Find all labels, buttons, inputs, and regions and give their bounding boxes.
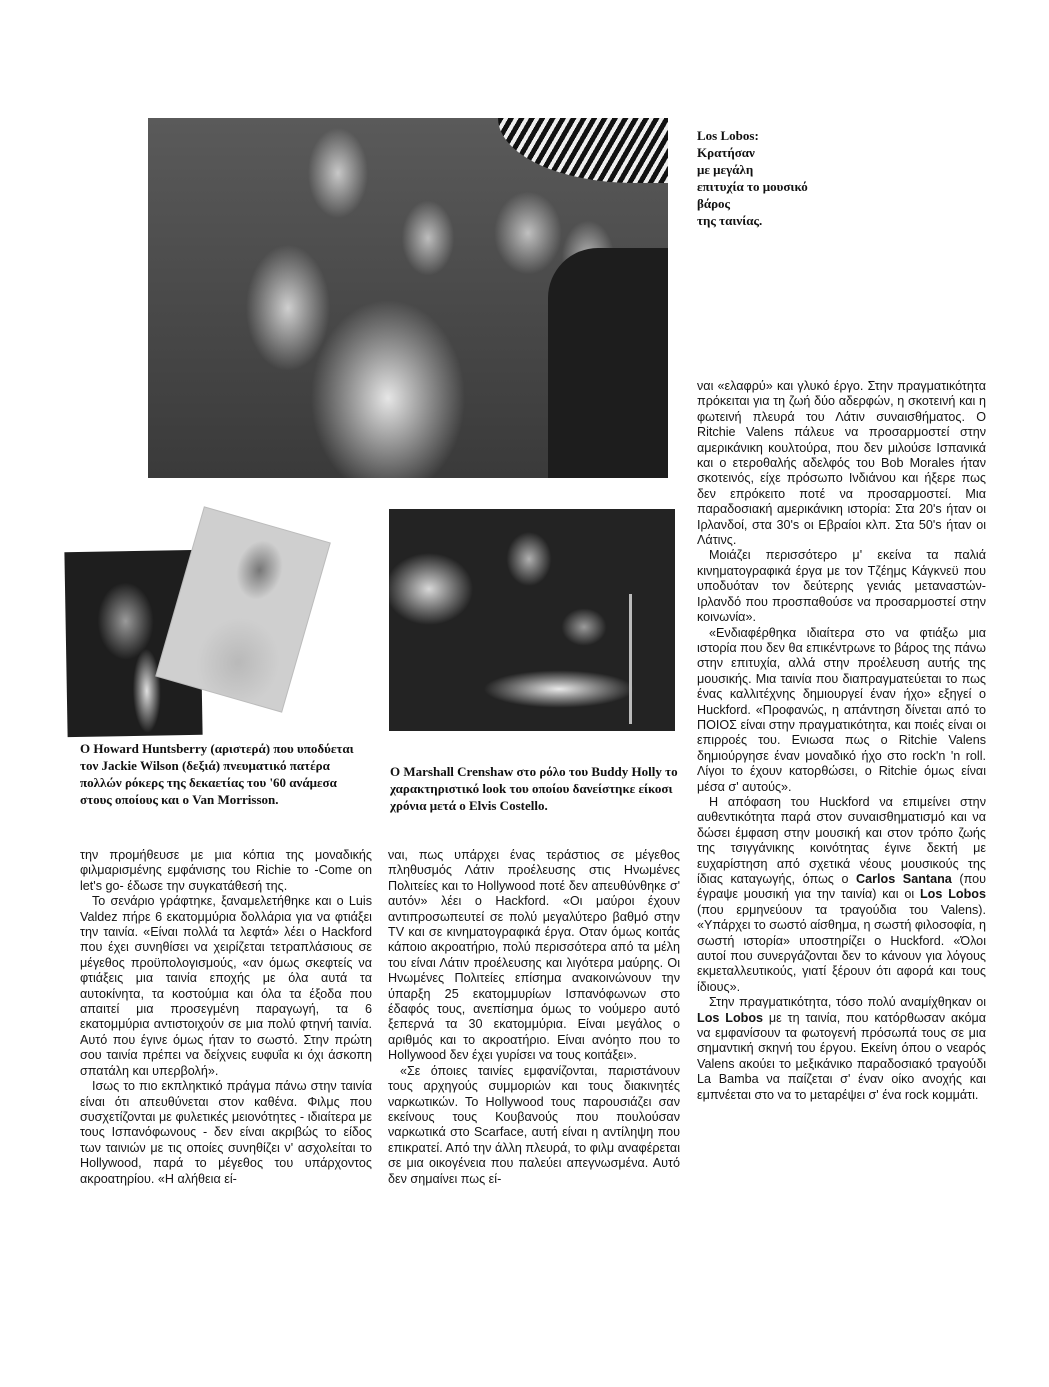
- text-run: (που έγραψε μουσική για την ταινία) και οι: [697, 872, 986, 902]
- caption-line: της ταινίας.: [697, 213, 763, 228]
- los-lobos-caption: [697, 127, 847, 229]
- text-run: (που ερμηνεύουν τα τραγούδια του Valens). «Υπάρχει το σωστό αίσθημα, η σωστή φιλοσοφία, η σωστή ιστορία» υποστηρίζει ο Huckford. «Όλοι αυτοί που συνεργάζονται δεν το κάνουν για λόγους εκμεταλλευτικούς, γιατί ξέρουν ότι αφορά και τους ίδιους».: [697, 902, 986, 994]
- bold-name: Carlos Santana: [856, 872, 952, 886]
- paragraph: Μοιάζει περισσότερο μ' εκείνα τα παλιά κινηματογραφικά έργα με τον Τζέημς Κάγκνεϋ που υποδυόταν τον δεύτερης γενιάς μεταναστών- Ιρλανδό που προσπαθούσε να προσαρμοστεί στην κοινωνία».: [697, 548, 986, 625]
- text-run: Η απόφαση του Huckford να επιμείνει στην αυθεντικότητα παρά στον συναισθηματισμό και να δώσει έμφαση στην μουσική και στον τρόπο ζωής της τσιγγάνικης κοινότητας έγινε δεκτή με ευχαρίστηση από σχετικά νέους μουσικούς της ίδιας καταγωγής, όπως ο: [697, 794, 986, 886]
- zebra-stripe-backdrop: [498, 118, 668, 183]
- leather-jacket-figure: [548, 248, 668, 478]
- paragraph: Ισως το πιο εκπληκτικό πράγμα πάνω στην ταινία είναι ότι απευθύνεται στον καθένα. Φιλμς που συσχετίζονται με φυλετικές μειονότητες - ιδιαίτερα με τους Ισπανόφωνους - δεν είναι ακριβώς το είδος των ταινιών με τις οποίες συνηθίζει ν' ασχολείται το Hollywood, παρά το μέγεθος του υπάρχοντος ακροατηρίου. «Η αλήθεια εί-: [80, 1079, 372, 1186]
- paragraph: Το σενάριο γράφτηκε, ξαναμελετήθηκε και ο Luis Valdez πήρε 6 εκατομμύρια δολλάρια για να φτιάξει την ταινία. «Είναι πολλά τα λεφτά» λέει ο Hackford που έχει συνηθίσει να χειρίζεται τετραπλάσιους σε μέγεθος προϋπολογισμούς, «αν όμως σκεφτείς να φτιάξεις μια ταινία εποχής με όλα αυτά τα αυτοκίνητα, τα κοστούμια και όλα τα έξοδα που απαιτεί μια προσεγμένη παραγωγή, τα 6 εκατομμύρια αντιστοιχούν σε μια πολύ φτηνή ταινία. Αυτό που έγινε όμως ήταν το σωστό. Στην πρώτη σου ταινία πρέπει να δείχνεις ευφυΐα κι όχι άσκοπη σπατάλη και υπερβολή».: [80, 894, 372, 1078]
- article-column-right: [697, 379, 986, 1103]
- paragraph: ναι «ελαφρύ» και γλυκό έργο. Στην πραγματικότητα πρόκειται για τη ζωή δύο αδερφών, η σκοτεινή και η φωτεινή πλευρά του Λάτιν συναισθήματος. O Ritchie Valens πάλευε να προσαρμοστεί στην αμερικάνικη κουλτούρα, που δεν μιλούσε Ισπανικά και ο ετεροθαλής αδελφός του Bob Morales ήταν σκοτεινός, είχε πρόσωπο Ινδιάνου και ήξερε πως δεν επρόκειτο ποτέ να προσαρμοστεί. Μια παραδοσιακή αμερικάνικη ιστορία: Στα 20's ήταν οι Ιρλανδοί, στα 30's οι Εβραίοι κλπ. Στα 50's ήταν οι Λάτινς.: [697, 379, 986, 548]
- text-run: Στην πραγματικότητα, τόσο πολύ αναμίχθηκαν οι: [709, 995, 986, 1010]
- caption-line: βάρος: [697, 196, 731, 211]
- crenshaw-caption: O Marshall Crenshaw στο ρόλο του Buddy Holly το χαρακτηριστικό look του οποίου δανείστηκε είκοσι χρόνια μετά ο Elvis Costello.: [390, 764, 678, 813]
- caption-title: Los Lobos:: [697, 128, 759, 143]
- paragraph: «Ενδιαφέρθηκα ιδιαίτερα στο να φτιάξω μια ιστορία που δεν θα επικέντρωνε το βάρος της πάνω στην επιτυχία, αλλά στην προέλευση αυτής της μουσικής. Μια ταινία που διαπραγματεύεται το πως ένας καλλιτέχνης δημιουργεί έναν ήχο» εξηγεί ο Huckford. «Προφανώς, η απάντηση δίνεται από το ΠΟΙΟΣ είναι στην πραγματικότητα, και ποιές είναι οι επιρροές του. Ενιωσα πως ο Ritchie Valens δημιούργησε έναν μοναδικό ήχο στο rock'n 'n roll. Λίγοι το έχουν κατορθώσει, ο Ritchie όμως είναι μέσα σ' αυτούς».: [697, 625, 986, 794]
- caption-line: επιτυχία το μουσικό: [697, 179, 808, 194]
- caption-line: Κρατήσαν: [697, 145, 755, 160]
- bold-name: Los Lobos: [697, 1010, 764, 1025]
- bold-name: Los Lobos: [919, 887, 986, 902]
- article-column-left: [80, 848, 372, 1187]
- paragraph-santana: [697, 795, 986, 995]
- article-column-middle: [388, 848, 680, 1187]
- los-lobos-photo: [148, 118, 668, 478]
- text-run: με τη ταινία, που κατόρθωσαν ακόμα να εμφανίσουν τα φωτογενή πρόσωπά τους σε μια σημαντική σκηνή του έργου. Εκείνη όπου ο νεαρός Valens ακούει το μεξικάνικο παραδοσιακό τραγούδι La Bamba να παίζεται σ' έναν οίκο ανοχής και εμπνέεται στο να το μεταρέψει σ' ένα rock κομμάτι.: [697, 1010, 986, 1102]
- jackie-wilson-photo: [156, 507, 329, 711]
- paragraph-los-lobos: [697, 995, 986, 1103]
- wilson-caption: O Howard Huntsberry (αριστερά) που υποδύεται τον Jackie Wilson (δεξιά) πνευματικό πατέρα πολλών ρόκερς της δεκαετίας του '60 ανάμεσα στους οποίους και ο Van Morrisson.: [80, 741, 354, 807]
- paragraph: την προμήθευσε με μια κόπια της μοναδικής φιλμαρισμένης εμφάνισης του Richie το -Come on let's go- έδωσε την συγκατάθεσή της.: [80, 848, 372, 893]
- paragraph: ναι, πως υπάρχει ένας τεράστιος σε μέγεθος πληθυσμός Λάτιν προέλευσης στις Ηνωμένες Πολιτείες και το Hollywood ποτέ δεν απευθύνθηκε σ' αυτόν» λέει ο Hackford. «Οι μαύροι έχουν αντιπροσωπευτεί σε πολύ μεγαλύτερο βαθμό στην TV και σε κινηματογραφικά έργα. Οταν όμως κοιτάς κάποιο ακροατήριο, πολύ περισσότερα από τα μέλη του είναι Λάτιν προέλευσης και λιγότερα μαύρης. Οι Ηνωμένες Πολιτείες επίσημα ανακοινώνουν την ύπαρξη 25 εκατομμυρίων Ισπανόφωνων στο έδαφός τους, ανεπίσημα όμως το νούμερο αυτό ξεπερνά τα 30 εκατομμύρια. Είναι μεγάλος ο αριθμός και το ακροατήριο. Είναι ανόητο που το Hollywood δεν έχει γυρίσει να τους κοιτάξει».: [388, 848, 680, 1063]
- marshall-crenshaw-photo: [389, 509, 675, 731]
- caption-line: με μεγάλη: [697, 162, 754, 177]
- paragraph: «Σε όποιες ταινίες εμφανίζονται, παριστάνουν τους αρχηγούς συμμοριών και τους διακινητές ναρκωτικών. Το Hollywood τους παρουσιάζει σαν εκείνους τους Κουβανούς που πουλούσαν ναρκωτικά στο Scarface, αυτή είναι η αντίληψη που επικρατεί. Από την άλλη πλευρά, το φιλμ αναφέρεται σε μια οικογένεια που παλεύει απεγνωσμένα. Αυτό δεν σημαίνει πως εί-: [388, 1063, 680, 1186]
- microphone-stand: [629, 594, 632, 724]
